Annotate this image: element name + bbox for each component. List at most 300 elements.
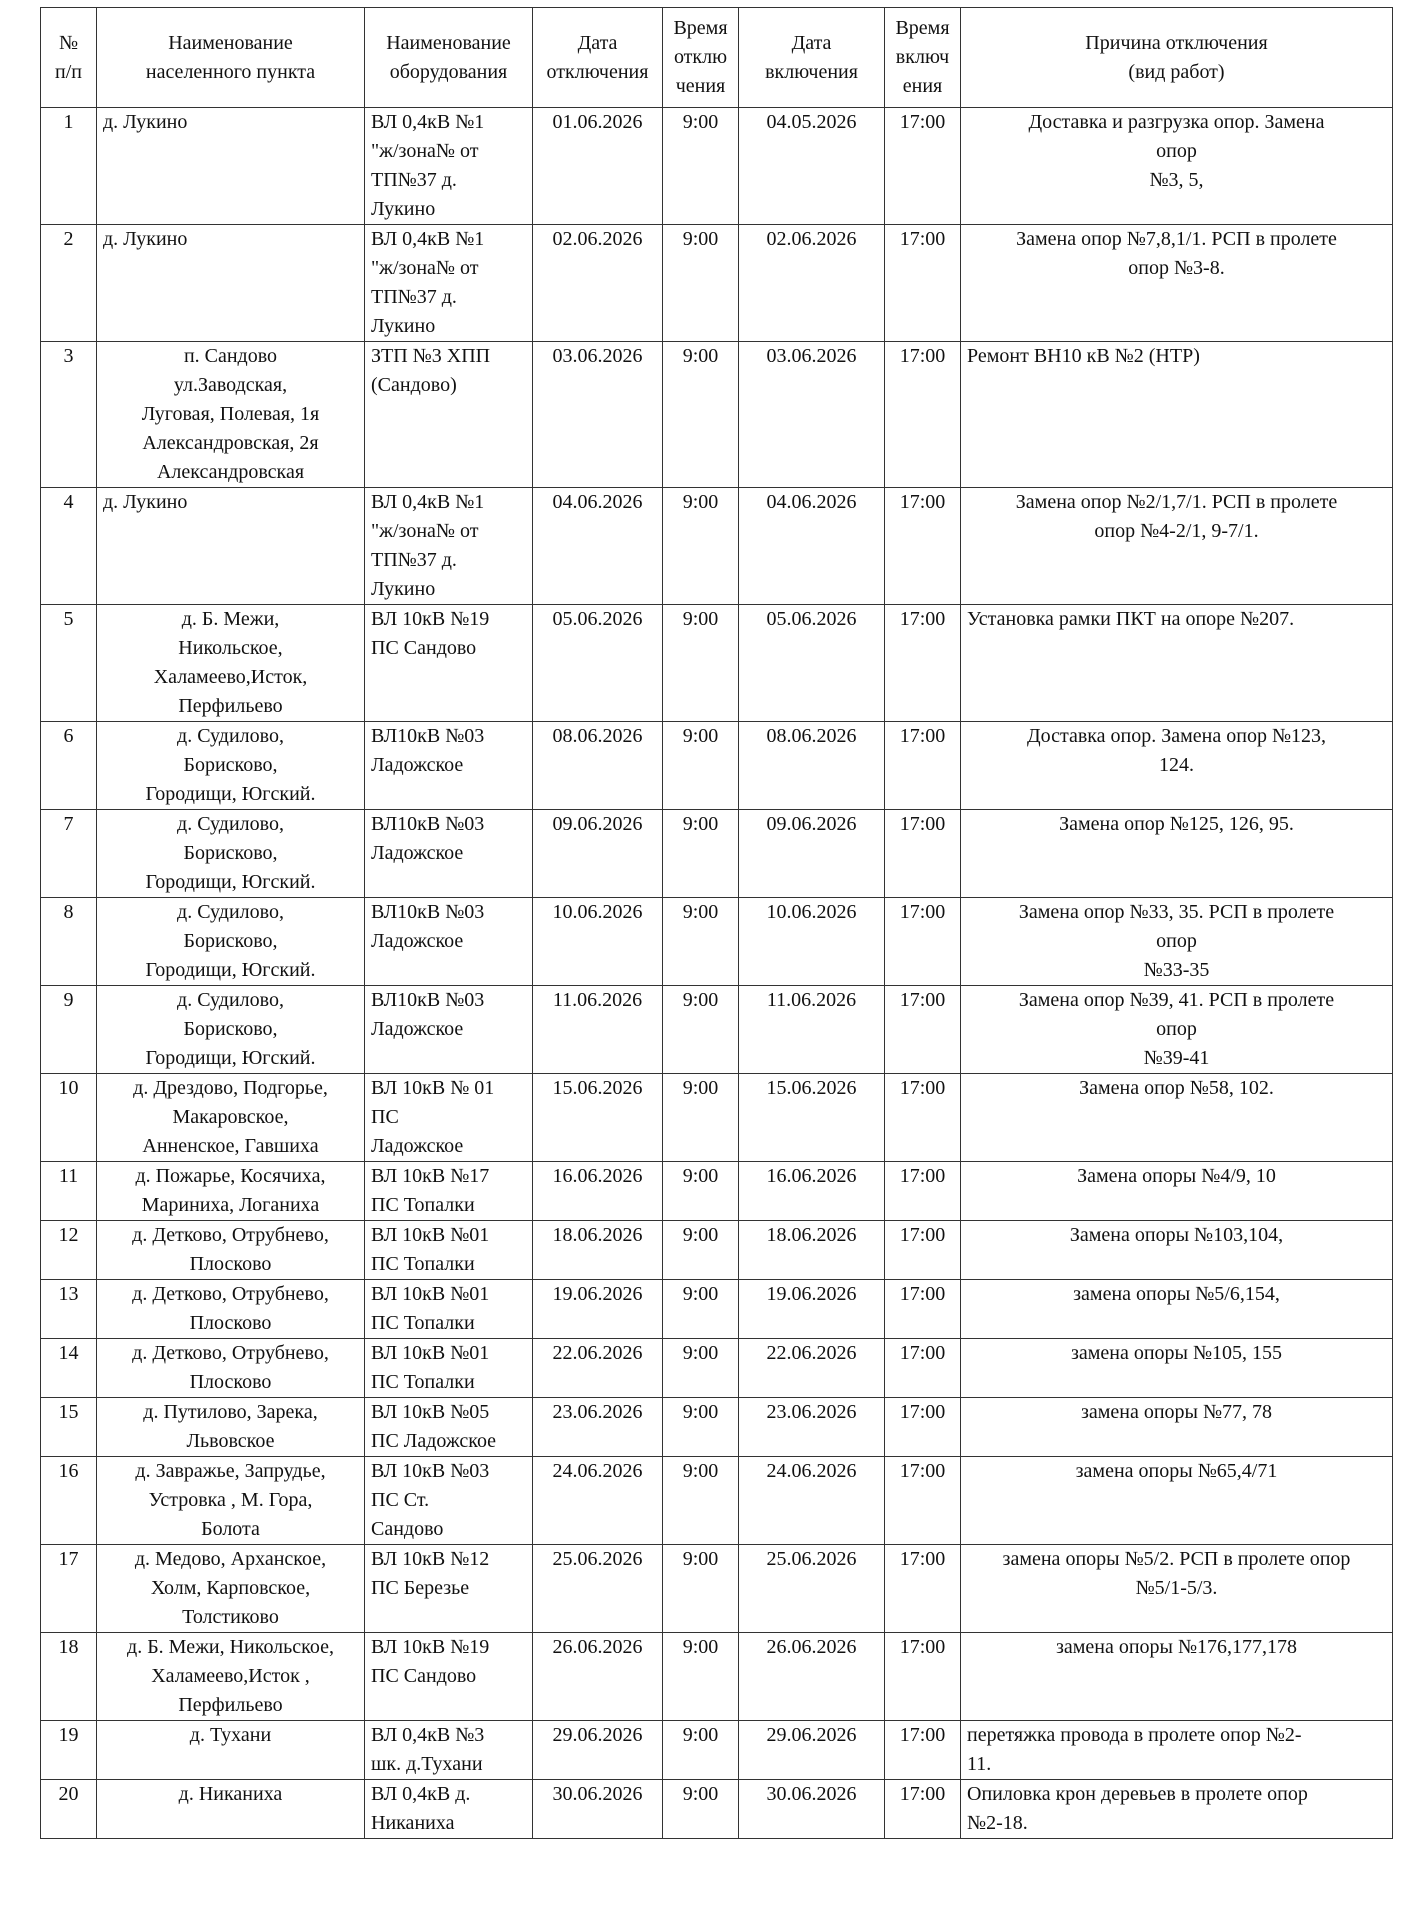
text-line: Замена опоры №4/9, 10 — [1077, 1165, 1276, 1187]
equipment-cell — [365, 108, 533, 225]
equipment-cell — [365, 1074, 533, 1162]
off-date-cell: 26.06.2026 — [533, 1633, 663, 1721]
row-number: 16 — [41, 1457, 97, 1545]
locality-cell — [97, 898, 365, 986]
table-row — [41, 342, 1393, 488]
outage-schedule-table — [40, 7, 1393, 1839]
on-date-cell: 11.06.2026 — [739, 986, 885, 1074]
text-line: замена опоры №5/2. РСП в пролете опор — [1002, 1548, 1351, 1570]
text-line: Замена опор №7,8,1/1. РСП в пролете — [1016, 228, 1337, 250]
text-line: Городищи, Югский. — [145, 1047, 316, 1069]
text-line: ВЛ 10кВ №17 — [371, 1165, 490, 1187]
locality-cell — [97, 1721, 365, 1780]
on-date-cell: 30.06.2026 — [739, 1780, 885, 1839]
locality-cell — [97, 810, 365, 898]
off-time-cell: 9:00 — [663, 1280, 739, 1339]
text-line: Болота — [201, 1518, 260, 1540]
reason-cell — [961, 1780, 1393, 1839]
text-line: населенного пункта — [145, 60, 316, 83]
on-date-cell: 19.06.2026 — [739, 1280, 885, 1339]
text-line: д. Путилово, Зарека, — [143, 1401, 318, 1423]
text-line: Никаниха — [371, 1812, 455, 1834]
row-number: 10 — [41, 1074, 97, 1162]
table-row — [41, 1633, 1393, 1721]
row-number: 20 — [41, 1780, 97, 1839]
text-line: отклю — [673, 46, 728, 68]
text-line: ПС Топалки — [371, 1253, 475, 1275]
off-date-cell: 15.06.2026 — [533, 1074, 663, 1162]
reason-cell — [961, 1545, 1393, 1633]
equipment-cell — [365, 898, 533, 986]
reason-cell — [961, 986, 1393, 1074]
header-off-time — [663, 8, 739, 108]
off-time-cell: 9:00 — [663, 1545, 739, 1633]
text-line: чения — [675, 75, 726, 97]
text-line: Доставка опор. Замена опор №123, — [1026, 725, 1327, 747]
text-line: Городищи, Югский. — [145, 959, 316, 981]
equipment-cell — [365, 488, 533, 605]
off-time-cell: 9:00 — [663, 1633, 739, 1721]
on-date-cell: 10.06.2026 — [739, 898, 885, 986]
text-line: ЗТП №3 ХПП — [371, 345, 491, 367]
text-line: д. Завражье, Запрудье, — [135, 1460, 326, 1482]
text-line: Борисково, — [183, 930, 278, 952]
table-header — [41, 8, 1393, 108]
reason-cell — [961, 810, 1393, 898]
text-line: ВЛ 10кВ №03 — [371, 1460, 490, 1482]
on-time-cell: 17:00 — [885, 1074, 961, 1162]
text-line: Перфильево — [178, 695, 283, 717]
reason-cell — [961, 108, 1393, 225]
off-date-cell: 19.06.2026 — [533, 1280, 663, 1339]
on-time-cell: 17:00 — [885, 986, 961, 1074]
table-row — [41, 225, 1393, 342]
row-number: 9 — [41, 986, 97, 1074]
text-line: Александровская — [156, 461, 305, 483]
text-line: включения — [765, 60, 858, 83]
header-equipment — [365, 8, 533, 108]
reason-cell — [961, 1339, 1393, 1398]
on-time-cell: 17:00 — [885, 1398, 961, 1457]
reason-cell — [961, 1398, 1393, 1457]
text-line: д. Детково, Отрубнево, — [132, 1342, 329, 1364]
text-line: Халамеево,Исток , — [151, 1665, 310, 1687]
text-line: №33-35 — [1143, 959, 1210, 981]
text-line: замена опоры №105, 155 — [1070, 1342, 1283, 1364]
text-line: №5/1-5/3. — [1135, 1577, 1218, 1599]
on-time-cell: 17:00 — [885, 1339, 961, 1398]
on-time-cell: 17:00 — [885, 488, 961, 605]
equipment-cell — [365, 810, 533, 898]
off-time-cell: 9:00 — [663, 1780, 739, 1839]
row-number: 2 — [41, 225, 97, 342]
off-date-cell: 11.06.2026 — [533, 986, 663, 1074]
on-time-cell: 17:00 — [885, 1721, 961, 1780]
text-line: "ж/зона№ от — [371, 257, 479, 279]
table-row — [41, 1162, 1393, 1221]
off-date-cell: 25.06.2026 — [533, 1545, 663, 1633]
off-date-cell: 30.06.2026 — [533, 1780, 663, 1839]
on-date-cell: 23.06.2026 — [739, 1398, 885, 1457]
text-line: Замена опоры №103,104, — [1069, 1224, 1284, 1246]
text-line: Борисково, — [183, 842, 278, 864]
text-line: Лукино — [371, 315, 436, 337]
text-line: оборудования — [389, 60, 508, 83]
text-line: ул.Заводская, — [173, 374, 288, 396]
text-line: ВЛ 10кВ №12 — [371, 1548, 490, 1570]
equipment-cell — [365, 605, 533, 722]
reason-cell — [961, 1280, 1393, 1339]
locality-cell — [97, 1339, 365, 1398]
equipment-cell — [365, 1780, 533, 1839]
reason-cell — [961, 488, 1393, 605]
locality-cell — [97, 1280, 365, 1339]
table-row — [41, 898, 1393, 986]
text-line: Ладожское — [371, 842, 464, 864]
reason-cell — [961, 1457, 1393, 1545]
on-date-cell: 26.06.2026 — [739, 1633, 885, 1721]
text-line: Ладожское — [371, 1018, 464, 1040]
text-line: ВЛ 10кВ № 01 — [371, 1077, 495, 1099]
text-line: опор №4-2/1, 9-7/1. — [1094, 520, 1259, 542]
off-date-cell: 10.06.2026 — [533, 898, 663, 986]
text-line: Дата — [577, 31, 618, 54]
off-date-cell: 22.06.2026 — [533, 1339, 663, 1398]
text-line: Лукино — [371, 578, 436, 600]
text-line: ПС Сандово — [371, 1665, 477, 1687]
off-time-cell: 9:00 — [663, 1162, 739, 1221]
text-line: ВЛ 10кВ №19 — [371, 608, 490, 630]
text-line: замена опоры №65,4/71 — [1075, 1460, 1278, 1482]
text-line: №3, 5, — [1149, 169, 1204, 191]
text-line: Время — [895, 17, 950, 39]
row-number: 1 — [41, 108, 97, 225]
text-line: ВЛ 10кВ №01 — [371, 1342, 490, 1364]
text-line: д. Дрездово, Подгорье, — [133, 1077, 328, 1099]
text-line: ПС Березье — [371, 1577, 470, 1599]
text-line: ВЛ10кВ №03 — [371, 725, 485, 747]
text-line: Ладожское — [371, 930, 464, 952]
text-line: Борисково, — [183, 754, 278, 776]
table-row — [41, 1221, 1393, 1280]
table-row — [41, 1545, 1393, 1633]
on-date-cell: 29.06.2026 — [739, 1721, 885, 1780]
text-line: Наименование — [168, 31, 293, 54]
row-number: 4 — [41, 488, 97, 605]
text-line: 124. — [1159, 754, 1194, 776]
text-line: ВЛ 0,4кВ №3 — [371, 1724, 485, 1746]
off-date-cell: 02.06.2026 — [533, 225, 663, 342]
text-line: Время — [673, 17, 728, 39]
off-time-cell: 9:00 — [663, 605, 739, 722]
locality-cell — [97, 1545, 365, 1633]
text-line: "ж/зона№ от — [371, 140, 479, 162]
text-line: д. Медово, Арханское, — [134, 1548, 327, 1570]
text-line: ВЛ 10кВ №01 — [371, 1283, 490, 1305]
text-line: ВЛ 0,4кВ №1 — [371, 228, 485, 250]
text-line: 11. — [967, 1753, 992, 1775]
row-number: 17 — [41, 1545, 97, 1633]
equipment-cell — [365, 1545, 533, 1633]
locality-cell — [97, 1162, 365, 1221]
text-line: отключения — [546, 60, 649, 83]
text-line: Перфильево — [178, 1694, 283, 1716]
reason-cell — [961, 1633, 1393, 1721]
text-line: д. Пожарье, Косячиха, — [135, 1165, 326, 1187]
off-date-cell: 24.06.2026 — [533, 1457, 663, 1545]
text-line: Толстиково — [182, 1606, 279, 1628]
off-time-cell: 9:00 — [663, 1074, 739, 1162]
text-line: ВЛ 10кВ №01 — [371, 1224, 490, 1246]
on-time-cell: 17:00 — [885, 810, 961, 898]
header-num — [41, 8, 97, 108]
text-line: Доставка и разгрузка опор. Замена — [1028, 111, 1325, 133]
table-row — [41, 605, 1393, 722]
row-number: 6 — [41, 722, 97, 810]
locality-cell — [97, 1780, 365, 1839]
text-line: ПС Ст. — [371, 1489, 430, 1511]
text-line: д. Детково, Отрубнево, — [132, 1224, 329, 1246]
header-on-time — [885, 8, 961, 108]
on-date-cell: 18.06.2026 — [739, 1221, 885, 1280]
on-date-cell: 05.06.2026 — [739, 605, 885, 722]
text-line: Плосково — [189, 1312, 272, 1334]
text-line: д. Лукино — [103, 111, 188, 133]
locality-cell — [97, 1074, 365, 1162]
text-line: д. Лукино — [103, 491, 188, 513]
text-line: д. Б. Межи, — [181, 608, 280, 630]
reason-cell — [961, 1162, 1393, 1221]
off-date-cell: 23.06.2026 — [533, 1398, 663, 1457]
on-time-cell: 17:00 — [885, 722, 961, 810]
equipment-cell — [365, 1280, 533, 1339]
text-line: Ремонт ВН10 кВ №2 (НТР) — [967, 345, 1200, 367]
row-number: 15 — [41, 1398, 97, 1457]
table-row — [41, 1280, 1393, 1339]
locality-cell — [97, 1633, 365, 1721]
locality-cell — [97, 605, 365, 722]
text-line: ВЛ10кВ №03 — [371, 813, 485, 835]
text-line: № — [58, 31, 79, 54]
reason-cell — [961, 605, 1393, 722]
text-line: ПС Топалки — [371, 1312, 475, 1334]
table-row — [41, 1780, 1393, 1839]
equipment-cell — [365, 722, 533, 810]
row-number: 11 — [41, 1162, 97, 1221]
row-number: 7 — [41, 810, 97, 898]
off-date-cell: 16.06.2026 — [533, 1162, 663, 1221]
text-line: Никольское, — [178, 637, 283, 659]
text-line: Плосково — [189, 1371, 272, 1393]
header-locality — [97, 8, 365, 108]
reason-cell — [961, 1074, 1393, 1162]
text-line: Замена опор №39, 41. РСП в пролете — [1018, 989, 1335, 1011]
header-off-date — [533, 8, 663, 108]
text-line: ВЛ 10кВ №05 — [371, 1401, 490, 1423]
text-line: ПС Ладожское — [371, 1430, 497, 1452]
row-number: 14 — [41, 1339, 97, 1398]
text-line: Ладожское — [371, 754, 464, 776]
off-time-cell: 9:00 — [663, 1721, 739, 1780]
text-line: Сандово — [371, 1518, 444, 1540]
on-date-cell: 15.06.2026 — [739, 1074, 885, 1162]
text-line: ТП№37 д. — [371, 549, 457, 571]
text-line: Устровка , М. Гора, — [148, 1489, 313, 1511]
text-line: п. Сандово — [183, 345, 278, 367]
equipment-cell — [365, 1162, 533, 1221]
text-line: Городищи, Югский. — [145, 871, 316, 893]
equipment-cell — [365, 986, 533, 1074]
text-line: ВЛ 0,4кВ №1 — [371, 491, 485, 513]
on-date-cell: 08.06.2026 — [739, 722, 885, 810]
text-line: шк. д.Тухани — [371, 1753, 483, 1775]
text-line: Лукино — [371, 198, 436, 220]
on-time-cell: 17:00 — [885, 1780, 961, 1839]
row-number: 19 — [41, 1721, 97, 1780]
off-time-cell: 9:00 — [663, 722, 739, 810]
on-time-cell: 17:00 — [885, 1457, 961, 1545]
text-line: ПС Топалки — [371, 1371, 475, 1393]
text-line: п/п — [55, 60, 82, 83]
reason-cell — [961, 1721, 1393, 1780]
text-line: №2-18. — [967, 1812, 1028, 1834]
text-line: Ладожское — [371, 1135, 464, 1157]
text-line: д. Лукино — [103, 228, 188, 250]
on-date-cell: 16.06.2026 — [739, 1162, 885, 1221]
on-date-cell: 09.06.2026 — [739, 810, 885, 898]
off-date-cell: 18.06.2026 — [533, 1221, 663, 1280]
off-time-cell: 9:00 — [663, 986, 739, 1074]
text-line: ВЛ 0,4кВ д. — [371, 1783, 471, 1805]
locality-cell — [97, 722, 365, 810]
equipment-cell — [365, 1633, 533, 1721]
text-line: Причина отключения — [1085, 31, 1268, 54]
on-date-cell: 04.06.2026 — [739, 488, 885, 605]
table-row — [41, 488, 1393, 605]
on-date-cell: 04.05.2026 — [739, 108, 885, 225]
text-line: д. Никаниха — [178, 1783, 283, 1805]
locality-cell — [97, 225, 365, 342]
text-line: ВЛ10кВ №03 — [371, 989, 485, 1011]
on-time-cell: 17:00 — [885, 1633, 961, 1721]
equipment-cell — [365, 1221, 533, 1280]
header-row — [41, 8, 1393, 108]
row-number: 5 — [41, 605, 97, 722]
text-line: замена опоры №5/6,154, — [1073, 1283, 1280, 1305]
text-line: замена опоры №77, 78 — [1080, 1401, 1273, 1423]
table-row — [41, 1398, 1393, 1457]
on-date-cell: 02.06.2026 — [739, 225, 885, 342]
text-line: Дата — [791, 31, 832, 54]
on-time-cell: 17:00 — [885, 342, 961, 488]
text-line: Халамеево,Исток, — [153, 666, 308, 688]
text-line: Опиловка крон деревьев в пролете опор — [967, 1783, 1308, 1805]
text-line: опор — [1156, 140, 1197, 162]
table-row — [41, 722, 1393, 810]
off-date-cell: 01.06.2026 — [533, 108, 663, 225]
text-line: (вид работ) — [1128, 60, 1225, 83]
off-date-cell: 08.06.2026 — [533, 722, 663, 810]
row-number: 13 — [41, 1280, 97, 1339]
locality-cell — [97, 488, 365, 605]
text-line: перетяжка провода в пролете опор №2- — [967, 1724, 1302, 1746]
on-time-cell: 17:00 — [885, 225, 961, 342]
text-line: (Сандово) — [371, 374, 457, 396]
locality-cell — [97, 986, 365, 1074]
text-line: д. Судилово, — [177, 989, 284, 1011]
table-row — [41, 1074, 1393, 1162]
off-date-cell: 05.06.2026 — [533, 605, 663, 722]
off-time-cell: 9:00 — [663, 1398, 739, 1457]
text-line: Луговая, Полевая, 1я — [141, 403, 320, 425]
header-reason — [961, 8, 1393, 108]
text-line: Замена опор №2/1,7/1. РСП в пролете — [1015, 491, 1338, 513]
off-date-cell: 09.06.2026 — [533, 810, 663, 898]
locality-cell — [97, 342, 365, 488]
text-line: опор — [1156, 1018, 1197, 1040]
off-time-cell: 9:00 — [663, 488, 739, 605]
off-time-cell: 9:00 — [663, 1457, 739, 1545]
equipment-cell — [365, 1721, 533, 1780]
text-line: Александровская, 2я — [142, 432, 319, 454]
text-line: Анненское, Гавшиха — [142, 1135, 319, 1157]
text-line: д. Тухани — [189, 1724, 272, 1746]
on-time-cell: 17:00 — [885, 108, 961, 225]
off-time-cell: 9:00 — [663, 108, 739, 225]
reason-cell — [961, 1221, 1393, 1280]
table-row — [41, 810, 1393, 898]
on-date-cell: 25.06.2026 — [739, 1545, 885, 1633]
equipment-cell — [365, 342, 533, 488]
text-line: ВЛ10кВ №03 — [371, 901, 485, 923]
reason-cell — [961, 898, 1393, 986]
text-line: Городищи, Югский. — [145, 783, 316, 805]
text-line: ВЛ 0,4кВ №1 — [371, 111, 485, 133]
off-time-cell: 9:00 — [663, 1221, 739, 1280]
reason-cell — [961, 225, 1393, 342]
text-line: ПС Сандово — [371, 637, 477, 659]
reason-cell — [961, 342, 1393, 488]
row-number: 8 — [41, 898, 97, 986]
text-line: ПС — [371, 1106, 399, 1128]
text-line: Замена опор №33, 35. РСП в пролете — [1018, 901, 1335, 923]
locality-cell — [97, 1398, 365, 1457]
off-time-cell: 9:00 — [663, 342, 739, 488]
table-row — [41, 108, 1393, 225]
header-on-date — [739, 8, 885, 108]
text-line: ПС Топалки — [371, 1194, 475, 1216]
equipment-cell — [365, 225, 533, 342]
on-time-cell: 17:00 — [885, 1280, 961, 1339]
off-time-cell: 9:00 — [663, 1339, 739, 1398]
table-row — [41, 986, 1393, 1074]
text-line: Замена опор №58, 102. — [1079, 1077, 1274, 1099]
on-date-cell: 22.06.2026 — [739, 1339, 885, 1398]
off-time-cell: 9:00 — [663, 810, 739, 898]
text-line: Холм, Карповское, — [150, 1577, 311, 1599]
off-date-cell: 29.06.2026 — [533, 1721, 663, 1780]
text-line: №39-41 — [1143, 1047, 1210, 1069]
text-line: Установка рамки ПКТ на опоре №207. — [967, 608, 1295, 630]
off-time-cell: 9:00 — [663, 898, 739, 986]
text-line: д. Судилово, — [177, 813, 284, 835]
on-time-cell: 17:00 — [885, 898, 961, 986]
text-line: Наименование — [386, 31, 511, 54]
row-number: 3 — [41, 342, 97, 488]
text-line: "ж/зона№ от — [371, 520, 479, 542]
row-number: 12 — [41, 1221, 97, 1280]
text-line: опор — [1156, 930, 1197, 952]
